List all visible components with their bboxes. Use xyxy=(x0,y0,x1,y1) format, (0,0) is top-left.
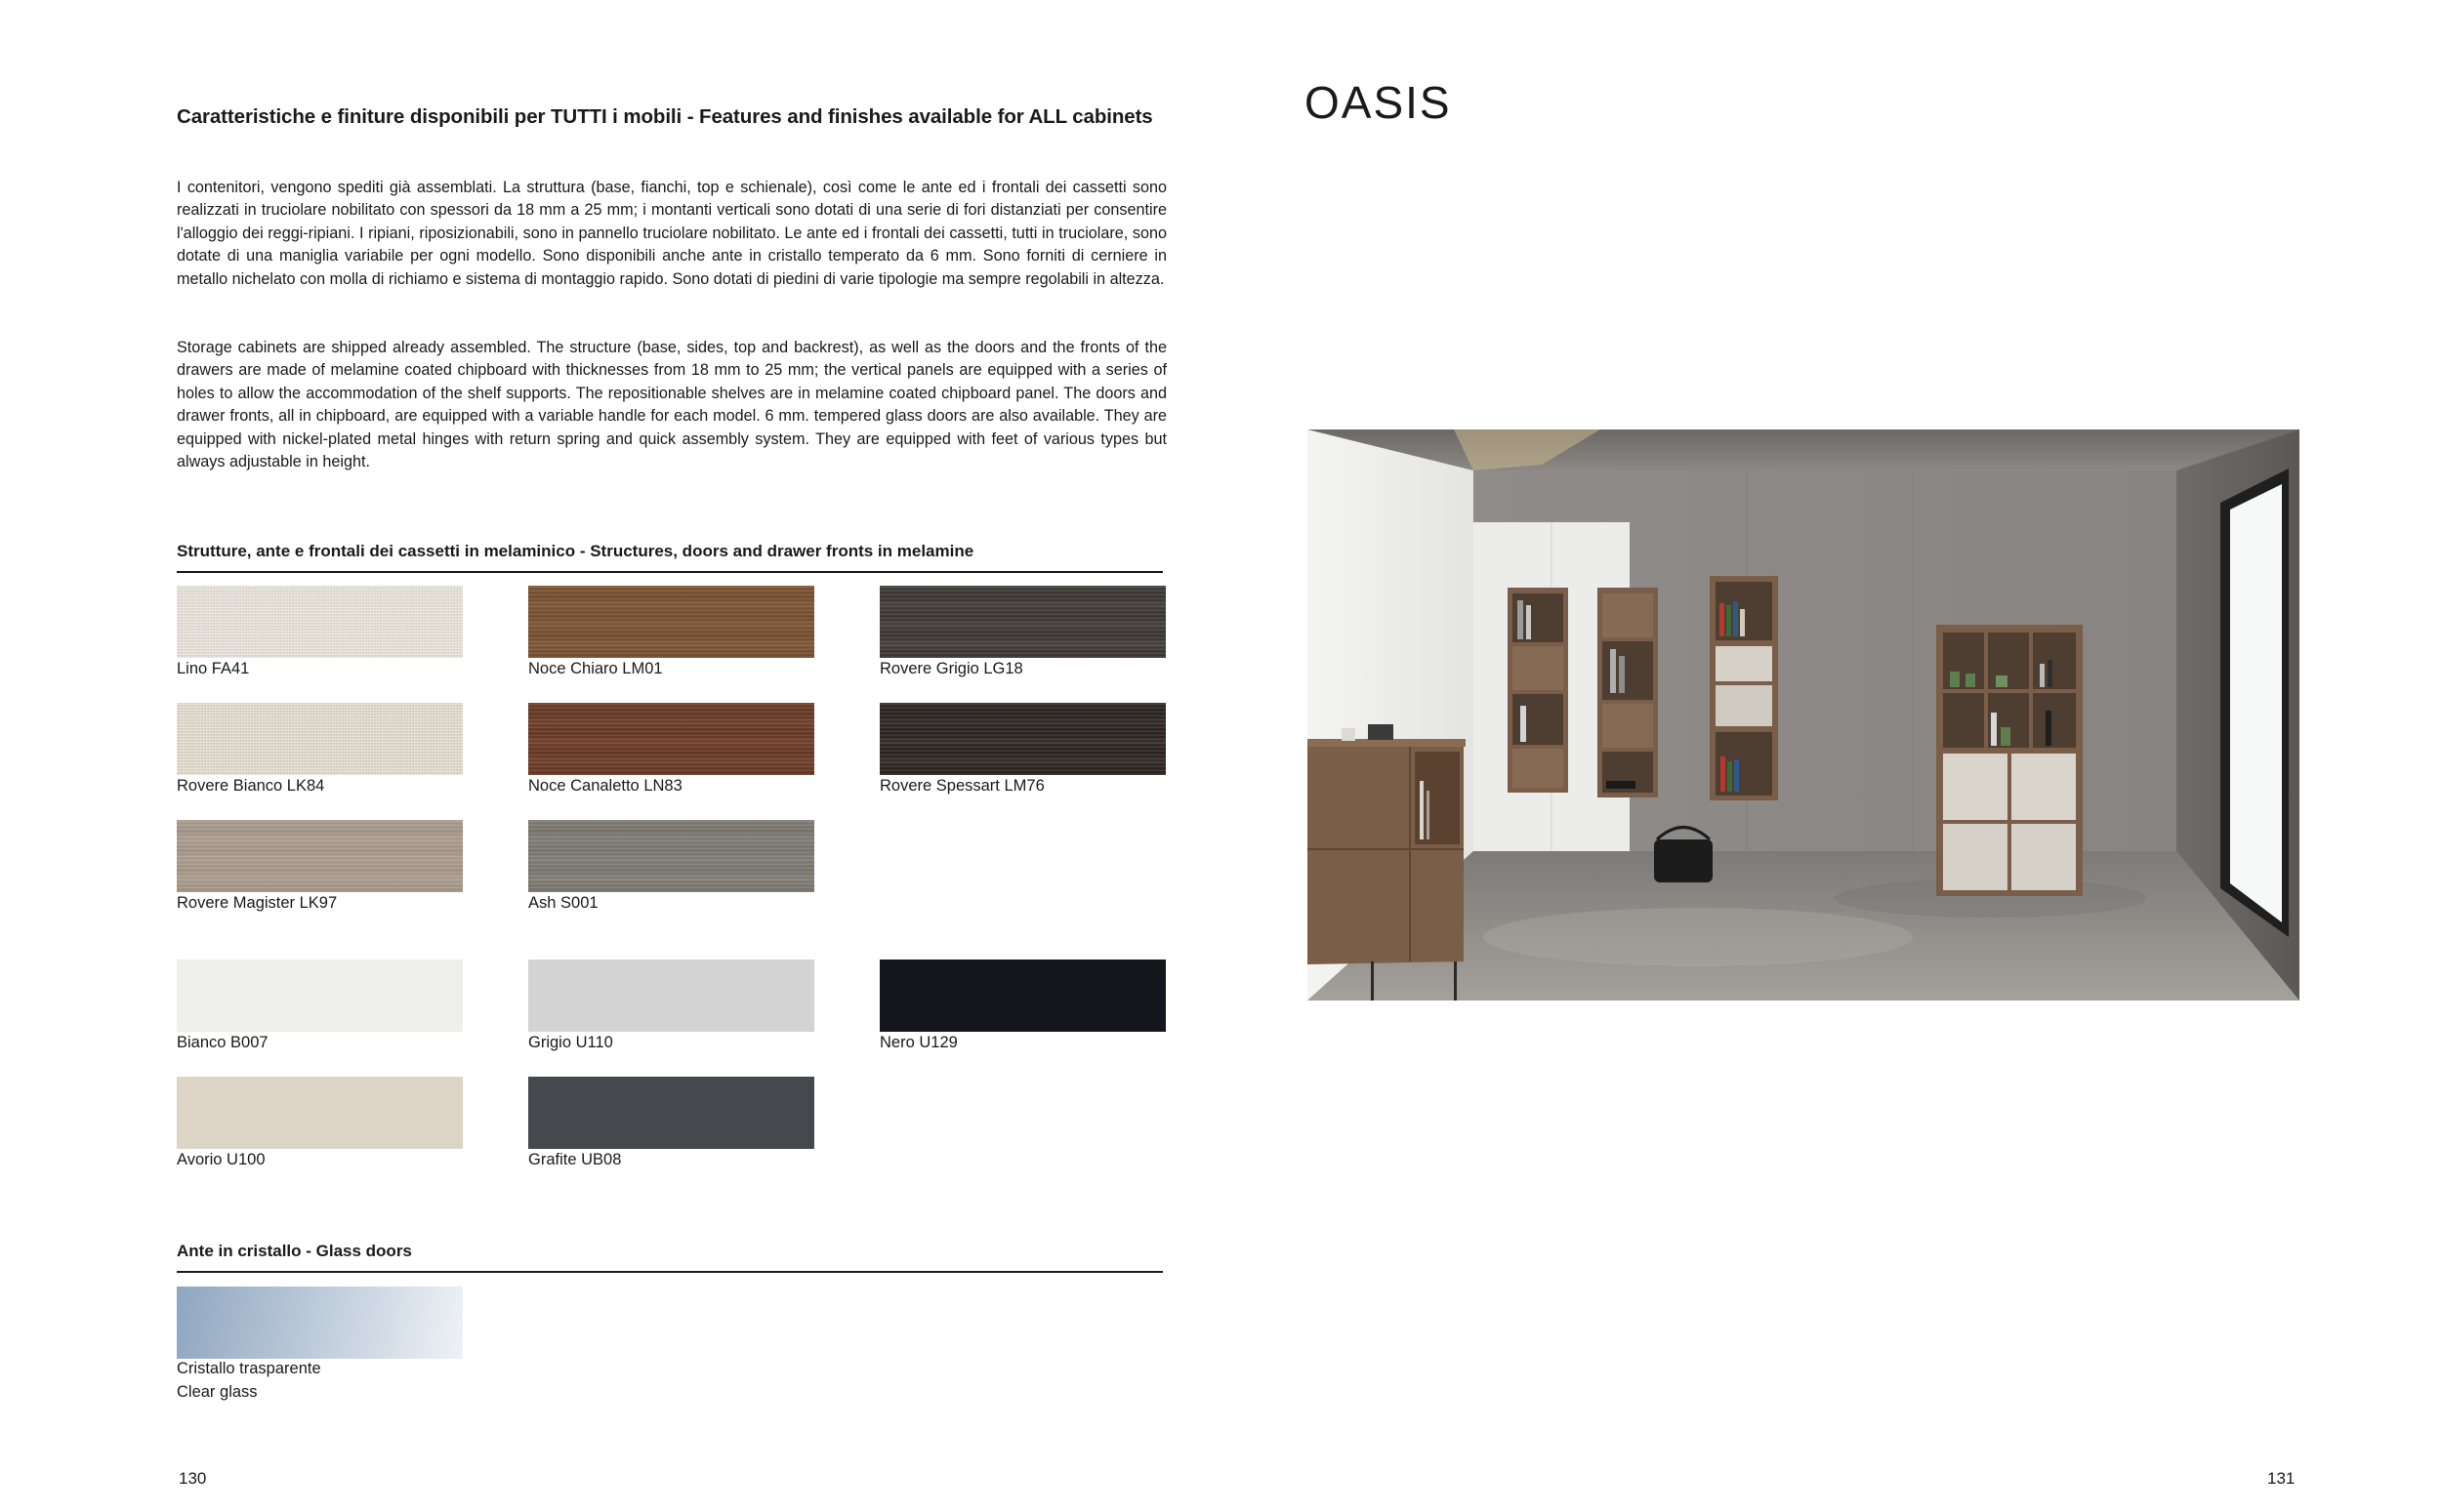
swatch-label: Rovere Magister LK97 xyxy=(177,894,338,912)
interior-illustration xyxy=(1307,429,2299,1001)
swatch-label: Noce Canaletto LN83 xyxy=(528,777,683,795)
swatch-rovere-spessart-lm76 xyxy=(880,703,1166,775)
swatch-label: Nero U129 xyxy=(880,1034,958,1051)
swatch-grafite-ub08 xyxy=(528,1077,814,1149)
page-number-left: 130 xyxy=(179,1469,207,1488)
swatch-label: Grafite UB08 xyxy=(528,1151,622,1168)
swatch-bianco-b007 xyxy=(177,960,463,1032)
swatch-label: Grigio U110 xyxy=(528,1034,613,1051)
swatch-label: Bianco B007 xyxy=(177,1034,269,1051)
page-number-right: 131 xyxy=(2267,1469,2296,1488)
glass-label-en: Clear glass xyxy=(177,1383,258,1401)
swatch-label: Noce Chiaro LM01 xyxy=(528,660,663,677)
swatch-nero-u129 xyxy=(880,960,1166,1032)
swatch-rovere-bianco-lk84 xyxy=(177,703,463,775)
swatch-label: Lino FA41 xyxy=(177,660,250,677)
swatch-lino-fa41 xyxy=(177,586,463,658)
page-heading: Caratteristiche e finiture disponibili per TUTTI i mobili - Features and finishes available for ALL cabinets xyxy=(177,105,1153,128)
description-italian: I contenitori, vengono spediti già assemblati. La struttura (base, fianchi, top e schienale), così come le ante ed i frontali dei cassetti sono realizzati in truciolare nobilitato con spessori da 18 mm a 25 mm; i montanti verticali sono dotati di una serie di fori distanziati per consentire l'alloggio dei reggi-ripiani. I ripiani, riposizionabili, sono in pannello truciolare nobilitato. Le ante ed i frontali dei cassetti, tutti in truciolare, sono dotate di una maniglia variabile per ogni modello. Sono disponibili anche ante in cristallo temperato da 6 mm. Sono forniti di cerniere in metallo nichelato con molla di richiamo e sistema di montaggio rapido. Sono dotati di piedini di varie tipologie ma sempre regolabili in altezza. xyxy=(177,179,1167,288)
melamine-section-title: Strutture, ante e frontali dei cassetti in melaminico - Structures, doors and drawer fronts in melamine xyxy=(177,542,974,560)
swatch-rovere-magister-lk97 xyxy=(177,820,463,892)
room-with-cabinets-photo xyxy=(1307,429,2299,1001)
swatch-label: Avorio U100 xyxy=(177,1151,266,1168)
glass-label-it: Cristallo trasparente xyxy=(177,1360,321,1377)
glass-section-title: Ante in cristallo - Glass doors xyxy=(177,1242,412,1260)
swatch-noce-canaletto-ln83 xyxy=(528,703,814,775)
swatch-noce-chiaro-lm01 xyxy=(528,586,814,658)
swatch-label: Rovere Spessart LM76 xyxy=(880,777,1045,795)
swatch-rovere-grigio-lg18 xyxy=(880,586,1166,658)
swatch-label: Rovere Bianco LK84 xyxy=(177,777,325,795)
swatch-grigio-u110 xyxy=(528,960,814,1032)
swatch-clear-glass xyxy=(177,1287,463,1359)
description-english: Storage cabinets are shipped already assembled. The structure (base, sides, top and backrest), as well as the doors and the fronts of the drawers are made of melamine coated chipboard with thicknesses from 18 mm to 25 mm; the vertical panels are equipped with a series of holes to allow the accommodation of the shelf supports. The repositionable shelves are in melamine coated chipboard panel. The doors and drawer fronts, all in chipboard, are equipped with a variable handle for each model. 6 mm. tempered glass doors are also available. They are equipped with nickel-plated metal hinges with return spring and quick assembly system. They are equipped with feet of various types but always adjustable in height. xyxy=(177,339,1167,471)
swatch-ash-s001 xyxy=(528,820,814,892)
swatch-avorio-u100 xyxy=(177,1077,463,1149)
swatch-label: Rovere Grigio LG18 xyxy=(880,660,1023,677)
glass-section-rule xyxy=(177,1271,1163,1273)
brand-title: OASIS xyxy=(1304,77,1452,128)
swatch-label: Ash S001 xyxy=(528,894,599,912)
melamine-section-rule xyxy=(177,571,1163,573)
